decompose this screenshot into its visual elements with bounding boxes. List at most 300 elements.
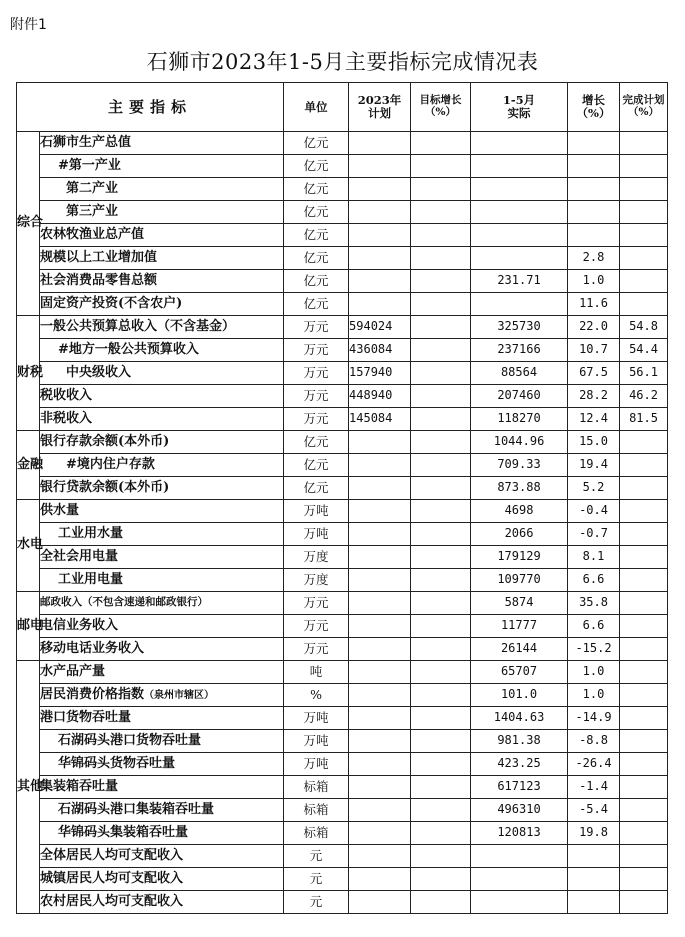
row-target bbox=[411, 661, 471, 684]
row-unit: 元 bbox=[284, 868, 349, 891]
row-plan: 157940 bbox=[349, 362, 411, 385]
row-completion bbox=[620, 224, 668, 247]
row-target bbox=[411, 638, 471, 661]
row-name: 移动电话业务收入 bbox=[40, 638, 284, 661]
row-plan bbox=[349, 776, 411, 799]
row-growth: 19.8 bbox=[568, 822, 620, 845]
row-unit: 万吨 bbox=[284, 500, 349, 523]
row-target bbox=[411, 178, 471, 201]
row-plan bbox=[349, 891, 411, 914]
table-row bbox=[17, 523, 668, 546]
row-name: 第三产业 bbox=[40, 201, 284, 224]
row-unit: 元 bbox=[284, 891, 349, 914]
row-target bbox=[411, 408, 471, 431]
row-name: 供水量 bbox=[40, 500, 284, 523]
row-target bbox=[411, 431, 471, 454]
row-name: 港口货物吞吐量 bbox=[40, 707, 284, 730]
row-target bbox=[411, 891, 471, 914]
header-actual-line1: 1-5月 bbox=[502, 93, 536, 108]
row-growth bbox=[568, 891, 620, 914]
row-growth: -0.4 bbox=[568, 500, 620, 523]
table-row bbox=[17, 247, 668, 270]
header-unit: 单位 bbox=[284, 83, 349, 132]
row-growth bbox=[568, 868, 620, 891]
row-target bbox=[411, 592, 471, 615]
row-target bbox=[411, 500, 471, 523]
row-unit: 万元 bbox=[284, 615, 349, 638]
row-completion: 56.1 bbox=[620, 362, 668, 385]
row-name: 邮政收入（不包含速递和邮政银行） bbox=[40, 592, 284, 615]
row-completion bbox=[620, 661, 668, 684]
row-actual: 325730 bbox=[471, 316, 568, 339]
row-completion bbox=[620, 132, 668, 155]
table-row bbox=[17, 845, 668, 868]
row-plan bbox=[349, 431, 411, 454]
table-row bbox=[17, 155, 668, 178]
row-completion bbox=[620, 293, 668, 316]
table-row bbox=[17, 201, 668, 224]
row-plan bbox=[349, 293, 411, 316]
table-row bbox=[17, 592, 668, 615]
row-unit: 万吨 bbox=[284, 753, 349, 776]
row-growth: 1.0 bbox=[568, 270, 620, 293]
row-completion bbox=[620, 615, 668, 638]
row-plan bbox=[349, 753, 411, 776]
row-target bbox=[411, 799, 471, 822]
category-zonghe: 综合 bbox=[17, 132, 40, 316]
row-target bbox=[411, 293, 471, 316]
row-plan bbox=[349, 730, 411, 753]
row-unit: 万吨 bbox=[284, 707, 349, 730]
row-plan bbox=[349, 247, 411, 270]
row-name: 银行存款余额(本外币) bbox=[40, 431, 284, 454]
row-growth: 15.0 bbox=[568, 431, 620, 454]
row-actual: 118270 bbox=[471, 408, 568, 431]
header-indicator: 主要指标 bbox=[17, 83, 284, 132]
row-actual: 617123 bbox=[471, 776, 568, 799]
row-completion bbox=[620, 684, 668, 707]
row-target bbox=[411, 385, 471, 408]
row-completion bbox=[620, 523, 668, 546]
row-name bbox=[40, 684, 284, 707]
table-row bbox=[17, 661, 668, 684]
row-actual: 1404.63 bbox=[471, 707, 568, 730]
row-actual bbox=[471, 868, 568, 891]
header-completion-line2: （%） bbox=[628, 106, 659, 118]
row-name: 集装箱吞吐量 bbox=[40, 776, 284, 799]
row-unit: 万吨 bbox=[284, 730, 349, 753]
row-growth: -14.9 bbox=[568, 707, 620, 730]
row-target bbox=[411, 730, 471, 753]
row-actual: 709.33 bbox=[471, 454, 568, 477]
table-row bbox=[17, 546, 668, 569]
row-growth: 5.2 bbox=[568, 477, 620, 500]
table-row bbox=[17, 799, 668, 822]
row-completion bbox=[620, 454, 668, 477]
row-completion bbox=[620, 730, 668, 753]
row-actual: 120813 bbox=[471, 822, 568, 845]
table-row bbox=[17, 270, 668, 293]
row-unit: 亿元 bbox=[284, 224, 349, 247]
header-growth-line1: 增长 bbox=[582, 93, 606, 108]
row-unit: 标箱 bbox=[284, 799, 349, 822]
table-row bbox=[17, 868, 668, 891]
table-row bbox=[17, 822, 668, 845]
row-name: 电信业务收入 bbox=[40, 615, 284, 638]
row-target bbox=[411, 707, 471, 730]
row-name: 一般公共预算总收入（不含基金） bbox=[40, 316, 284, 339]
row-completion bbox=[620, 155, 668, 178]
row-unit: 标箱 bbox=[284, 822, 349, 845]
row-growth: 28.2 bbox=[568, 385, 620, 408]
row-plan: 436084 bbox=[349, 339, 411, 362]
row-target bbox=[411, 569, 471, 592]
row-growth: 6.6 bbox=[568, 615, 620, 638]
row-plan bbox=[349, 868, 411, 891]
row-target bbox=[411, 224, 471, 247]
row-unit: 万元 bbox=[284, 316, 349, 339]
row-unit: 万度 bbox=[284, 569, 349, 592]
row-growth: -26.4 bbox=[568, 753, 620, 776]
row-completion bbox=[620, 569, 668, 592]
row-name: 规模以上工业增加值 bbox=[40, 247, 284, 270]
row-target bbox=[411, 822, 471, 845]
row-unit: 万元 bbox=[284, 339, 349, 362]
header-growth-line2: （%） bbox=[576, 106, 611, 120]
row-growth bbox=[568, 132, 620, 155]
table-row bbox=[17, 776, 668, 799]
row-completion: 54.4 bbox=[620, 339, 668, 362]
row-unit: 万元 bbox=[284, 592, 349, 615]
row-plan bbox=[349, 638, 411, 661]
row-name: 社会消费品零售总额 bbox=[40, 270, 284, 293]
row-plan bbox=[349, 822, 411, 845]
row-target bbox=[411, 316, 471, 339]
row-unit: 亿元 bbox=[284, 132, 349, 155]
row-completion bbox=[620, 638, 668, 661]
table-row bbox=[17, 132, 668, 155]
row-unit: 万元 bbox=[284, 385, 349, 408]
row-name: #地方一般公共预算收入 bbox=[40, 339, 284, 362]
row-plan bbox=[349, 615, 411, 638]
table-row bbox=[17, 615, 668, 638]
row-plan bbox=[349, 592, 411, 615]
table-row bbox=[17, 684, 668, 707]
row-name: 银行贷款余额(本外币) bbox=[40, 477, 284, 500]
row-growth: -8.8 bbox=[568, 730, 620, 753]
row-actual: 496310 bbox=[471, 799, 568, 822]
row-unit: 万元 bbox=[284, 638, 349, 661]
table-row bbox=[17, 569, 668, 592]
row-name: 农林牧渔业总产值 bbox=[40, 224, 284, 247]
row-completion: 81.5 bbox=[620, 408, 668, 431]
row-growth: 22.0 bbox=[568, 316, 620, 339]
row-target bbox=[411, 201, 471, 224]
row-actual: 423.25 bbox=[471, 753, 568, 776]
table-row bbox=[17, 891, 668, 914]
row-name: 华锦码头货物吞吐量 bbox=[40, 753, 284, 776]
row-actual: 873.88 bbox=[471, 477, 568, 500]
row-name: 城镇居民人均可支配收入 bbox=[40, 868, 284, 891]
attachment-label: 附件1 bbox=[10, 17, 47, 33]
row-name: 税收收入 bbox=[40, 385, 284, 408]
table-row bbox=[17, 730, 668, 753]
row-completion bbox=[620, 707, 668, 730]
row-completion: 46.2 bbox=[620, 385, 668, 408]
row-target bbox=[411, 132, 471, 155]
table-row bbox=[17, 477, 668, 500]
row-actual: 11777 bbox=[471, 615, 568, 638]
row-growth bbox=[568, 155, 620, 178]
row-completion bbox=[620, 201, 668, 224]
row-actual bbox=[471, 155, 568, 178]
row-completion bbox=[620, 592, 668, 615]
row-target bbox=[411, 155, 471, 178]
header-plan-line2: 计划 bbox=[368, 106, 392, 120]
table-row bbox=[17, 454, 668, 477]
row-name-suffix: （泉州市辖区） bbox=[144, 689, 215, 701]
row-actual: 109770 bbox=[471, 569, 568, 592]
table-row bbox=[17, 224, 668, 247]
category-jinrong: 金融 bbox=[17, 431, 40, 500]
row-growth: 35.8 bbox=[568, 592, 620, 615]
row-target bbox=[411, 868, 471, 891]
row-actual: 101.0 bbox=[471, 684, 568, 707]
row-target bbox=[411, 247, 471, 270]
row-target bbox=[411, 523, 471, 546]
header-completion-line1: 完成计划 bbox=[622, 94, 665, 107]
row-completion bbox=[620, 776, 668, 799]
row-actual bbox=[471, 891, 568, 914]
row-growth: -5.4 bbox=[568, 799, 620, 822]
row-name: 全社会用电量 bbox=[40, 546, 284, 569]
row-name: 石湖码头港口集装箱吞吐量 bbox=[40, 799, 284, 822]
row-unit: % bbox=[284, 684, 349, 707]
row-plan bbox=[349, 523, 411, 546]
row-unit: 亿元 bbox=[284, 293, 349, 316]
row-completion bbox=[620, 500, 668, 523]
row-actual: 2066 bbox=[471, 523, 568, 546]
row-target bbox=[411, 845, 471, 868]
category-youdian: 邮电 bbox=[17, 592, 40, 661]
row-growth: 6.6 bbox=[568, 569, 620, 592]
row-plan bbox=[349, 477, 411, 500]
row-unit: 亿元 bbox=[284, 201, 349, 224]
category-caishui: 财税 bbox=[17, 316, 40, 431]
row-name: 第二产业 bbox=[40, 178, 284, 201]
row-actual: 26144 bbox=[471, 638, 568, 661]
row-name: 固定资产投资(不含农户) bbox=[40, 293, 284, 316]
row-growth: -0.7 bbox=[568, 523, 620, 546]
table-row bbox=[17, 385, 668, 408]
header-actual bbox=[471, 83, 568, 132]
header-target-line2: （%） bbox=[425, 106, 456, 118]
row-completion bbox=[620, 546, 668, 569]
row-plan bbox=[349, 707, 411, 730]
row-completion bbox=[620, 799, 668, 822]
row-plan bbox=[349, 546, 411, 569]
row-target bbox=[411, 615, 471, 638]
table-row bbox=[17, 293, 668, 316]
row-name: 农村居民人均可支配收入 bbox=[40, 891, 284, 914]
row-actual: 5874 bbox=[471, 592, 568, 615]
header-growth bbox=[568, 83, 620, 132]
table-row bbox=[17, 707, 668, 730]
row-unit: 亿元 bbox=[284, 477, 349, 500]
row-actual: 4698 bbox=[471, 500, 568, 523]
row-unit: 亿元 bbox=[284, 247, 349, 270]
page-title: 石狮市2023年1-5月主要指标完成情况表 bbox=[146, 50, 539, 74]
row-completion bbox=[620, 270, 668, 293]
row-name: 中央级收入 bbox=[40, 362, 284, 385]
row-name: #第一产业 bbox=[40, 155, 284, 178]
row-growth: -1.4 bbox=[568, 776, 620, 799]
row-unit: 吨 bbox=[284, 661, 349, 684]
row-plan: 145084 bbox=[349, 408, 411, 431]
row-completion bbox=[620, 753, 668, 776]
table-row bbox=[17, 638, 668, 661]
row-completion bbox=[620, 178, 668, 201]
row-name: 非税收入 bbox=[40, 408, 284, 431]
row-name: 石湖码头港口货物吞吐量 bbox=[40, 730, 284, 753]
row-completion bbox=[620, 247, 668, 270]
row-actual: 207460 bbox=[471, 385, 568, 408]
row-actual: 237166 bbox=[471, 339, 568, 362]
row-unit: 万元 bbox=[284, 408, 349, 431]
row-actual bbox=[471, 293, 568, 316]
table-row bbox=[17, 316, 668, 339]
row-target bbox=[411, 270, 471, 293]
row-growth: 12.4 bbox=[568, 408, 620, 431]
row-name: 工业用水量 bbox=[40, 523, 284, 546]
header-target bbox=[411, 83, 471, 132]
row-unit: 万度 bbox=[284, 546, 349, 569]
row-growth bbox=[568, 201, 620, 224]
row-actual: 88564 bbox=[471, 362, 568, 385]
row-name: #境内住户存款 bbox=[40, 454, 284, 477]
row-plan bbox=[349, 201, 411, 224]
row-target bbox=[411, 477, 471, 500]
row-plan bbox=[349, 569, 411, 592]
row-growth: 11.6 bbox=[568, 293, 620, 316]
row-target bbox=[411, 339, 471, 362]
row-unit: 标箱 bbox=[284, 776, 349, 799]
table-row bbox=[17, 500, 668, 523]
table-row bbox=[17, 178, 668, 201]
row-unit: 亿元 bbox=[284, 454, 349, 477]
row-unit: 元 bbox=[284, 845, 349, 868]
row-completion bbox=[620, 845, 668, 868]
row-unit: 亿元 bbox=[284, 155, 349, 178]
row-name: 华锦码头集装箱吞吐量 bbox=[40, 822, 284, 845]
row-plan bbox=[349, 132, 411, 155]
row-plan bbox=[349, 661, 411, 684]
row-name: 石狮市生产总值 bbox=[40, 132, 284, 155]
row-growth: 1.0 bbox=[568, 684, 620, 707]
row-actual bbox=[471, 224, 568, 247]
row-growth: 1.0 bbox=[568, 661, 620, 684]
row-growth: -15.2 bbox=[568, 638, 620, 661]
row-actual: 1044.96 bbox=[471, 431, 568, 454]
row-actual bbox=[471, 201, 568, 224]
row-unit: 亿元 bbox=[284, 431, 349, 454]
header-target-line1: 目标增长 bbox=[419, 94, 462, 107]
row-growth bbox=[568, 178, 620, 201]
header-row bbox=[17, 83, 668, 132]
row-completion bbox=[620, 431, 668, 454]
row-completion bbox=[620, 477, 668, 500]
row-growth: 10.7 bbox=[568, 339, 620, 362]
row-target bbox=[411, 454, 471, 477]
row-name: 全体居民人均可支配收入 bbox=[40, 845, 284, 868]
row-plan bbox=[349, 684, 411, 707]
row-growth: 2.8 bbox=[568, 247, 620, 270]
row-actual bbox=[471, 247, 568, 270]
row-plan bbox=[349, 799, 411, 822]
row-unit: 亿元 bbox=[284, 178, 349, 201]
row-plan bbox=[349, 224, 411, 247]
row-plan bbox=[349, 178, 411, 201]
row-unit: 万元 bbox=[284, 362, 349, 385]
category-qita: 其他 bbox=[17, 661, 40, 914]
category-shuidian: 水电 bbox=[17, 500, 40, 592]
row-name: 水产品产量 bbox=[40, 661, 284, 684]
row-target bbox=[411, 362, 471, 385]
row-plan bbox=[349, 454, 411, 477]
indicator-table bbox=[16, 82, 668, 914]
table-row bbox=[17, 339, 668, 362]
row-growth: 67.5 bbox=[568, 362, 620, 385]
row-target bbox=[411, 776, 471, 799]
header-actual-line2: 实际 bbox=[507, 106, 531, 120]
row-name-main: 居民消费价格指数 bbox=[40, 686, 145, 702]
row-plan bbox=[349, 500, 411, 523]
row-growth: 19.4 bbox=[568, 454, 620, 477]
row-actual bbox=[471, 178, 568, 201]
row-completion bbox=[620, 891, 668, 914]
row-plan: 448940 bbox=[349, 385, 411, 408]
table-row bbox=[17, 753, 668, 776]
row-target bbox=[411, 546, 471, 569]
row-completion bbox=[620, 822, 668, 845]
row-actual: 981.38 bbox=[471, 730, 568, 753]
row-target bbox=[411, 753, 471, 776]
row-unit: 万吨 bbox=[284, 523, 349, 546]
row-plan bbox=[349, 845, 411, 868]
row-actual: 179129 bbox=[471, 546, 568, 569]
table-row bbox=[17, 362, 668, 385]
row-plan: 594024 bbox=[349, 316, 411, 339]
row-actual: 231.71 bbox=[471, 270, 568, 293]
row-completion bbox=[620, 868, 668, 891]
row-actual bbox=[471, 132, 568, 155]
row-target bbox=[411, 684, 471, 707]
header-plan-line1: 2023年 bbox=[357, 93, 402, 108]
row-name: 工业用电量 bbox=[40, 569, 284, 592]
table-row bbox=[17, 431, 668, 454]
row-actual bbox=[471, 845, 568, 868]
row-growth bbox=[568, 224, 620, 247]
row-actual: 65707 bbox=[471, 661, 568, 684]
header-plan bbox=[349, 83, 411, 132]
header-completion bbox=[620, 83, 668, 132]
row-plan bbox=[349, 270, 411, 293]
row-completion: 54.8 bbox=[620, 316, 668, 339]
row-growth: 8.1 bbox=[568, 546, 620, 569]
row-unit: 亿元 bbox=[284, 270, 349, 293]
row-plan bbox=[349, 155, 411, 178]
row-growth bbox=[568, 845, 620, 868]
